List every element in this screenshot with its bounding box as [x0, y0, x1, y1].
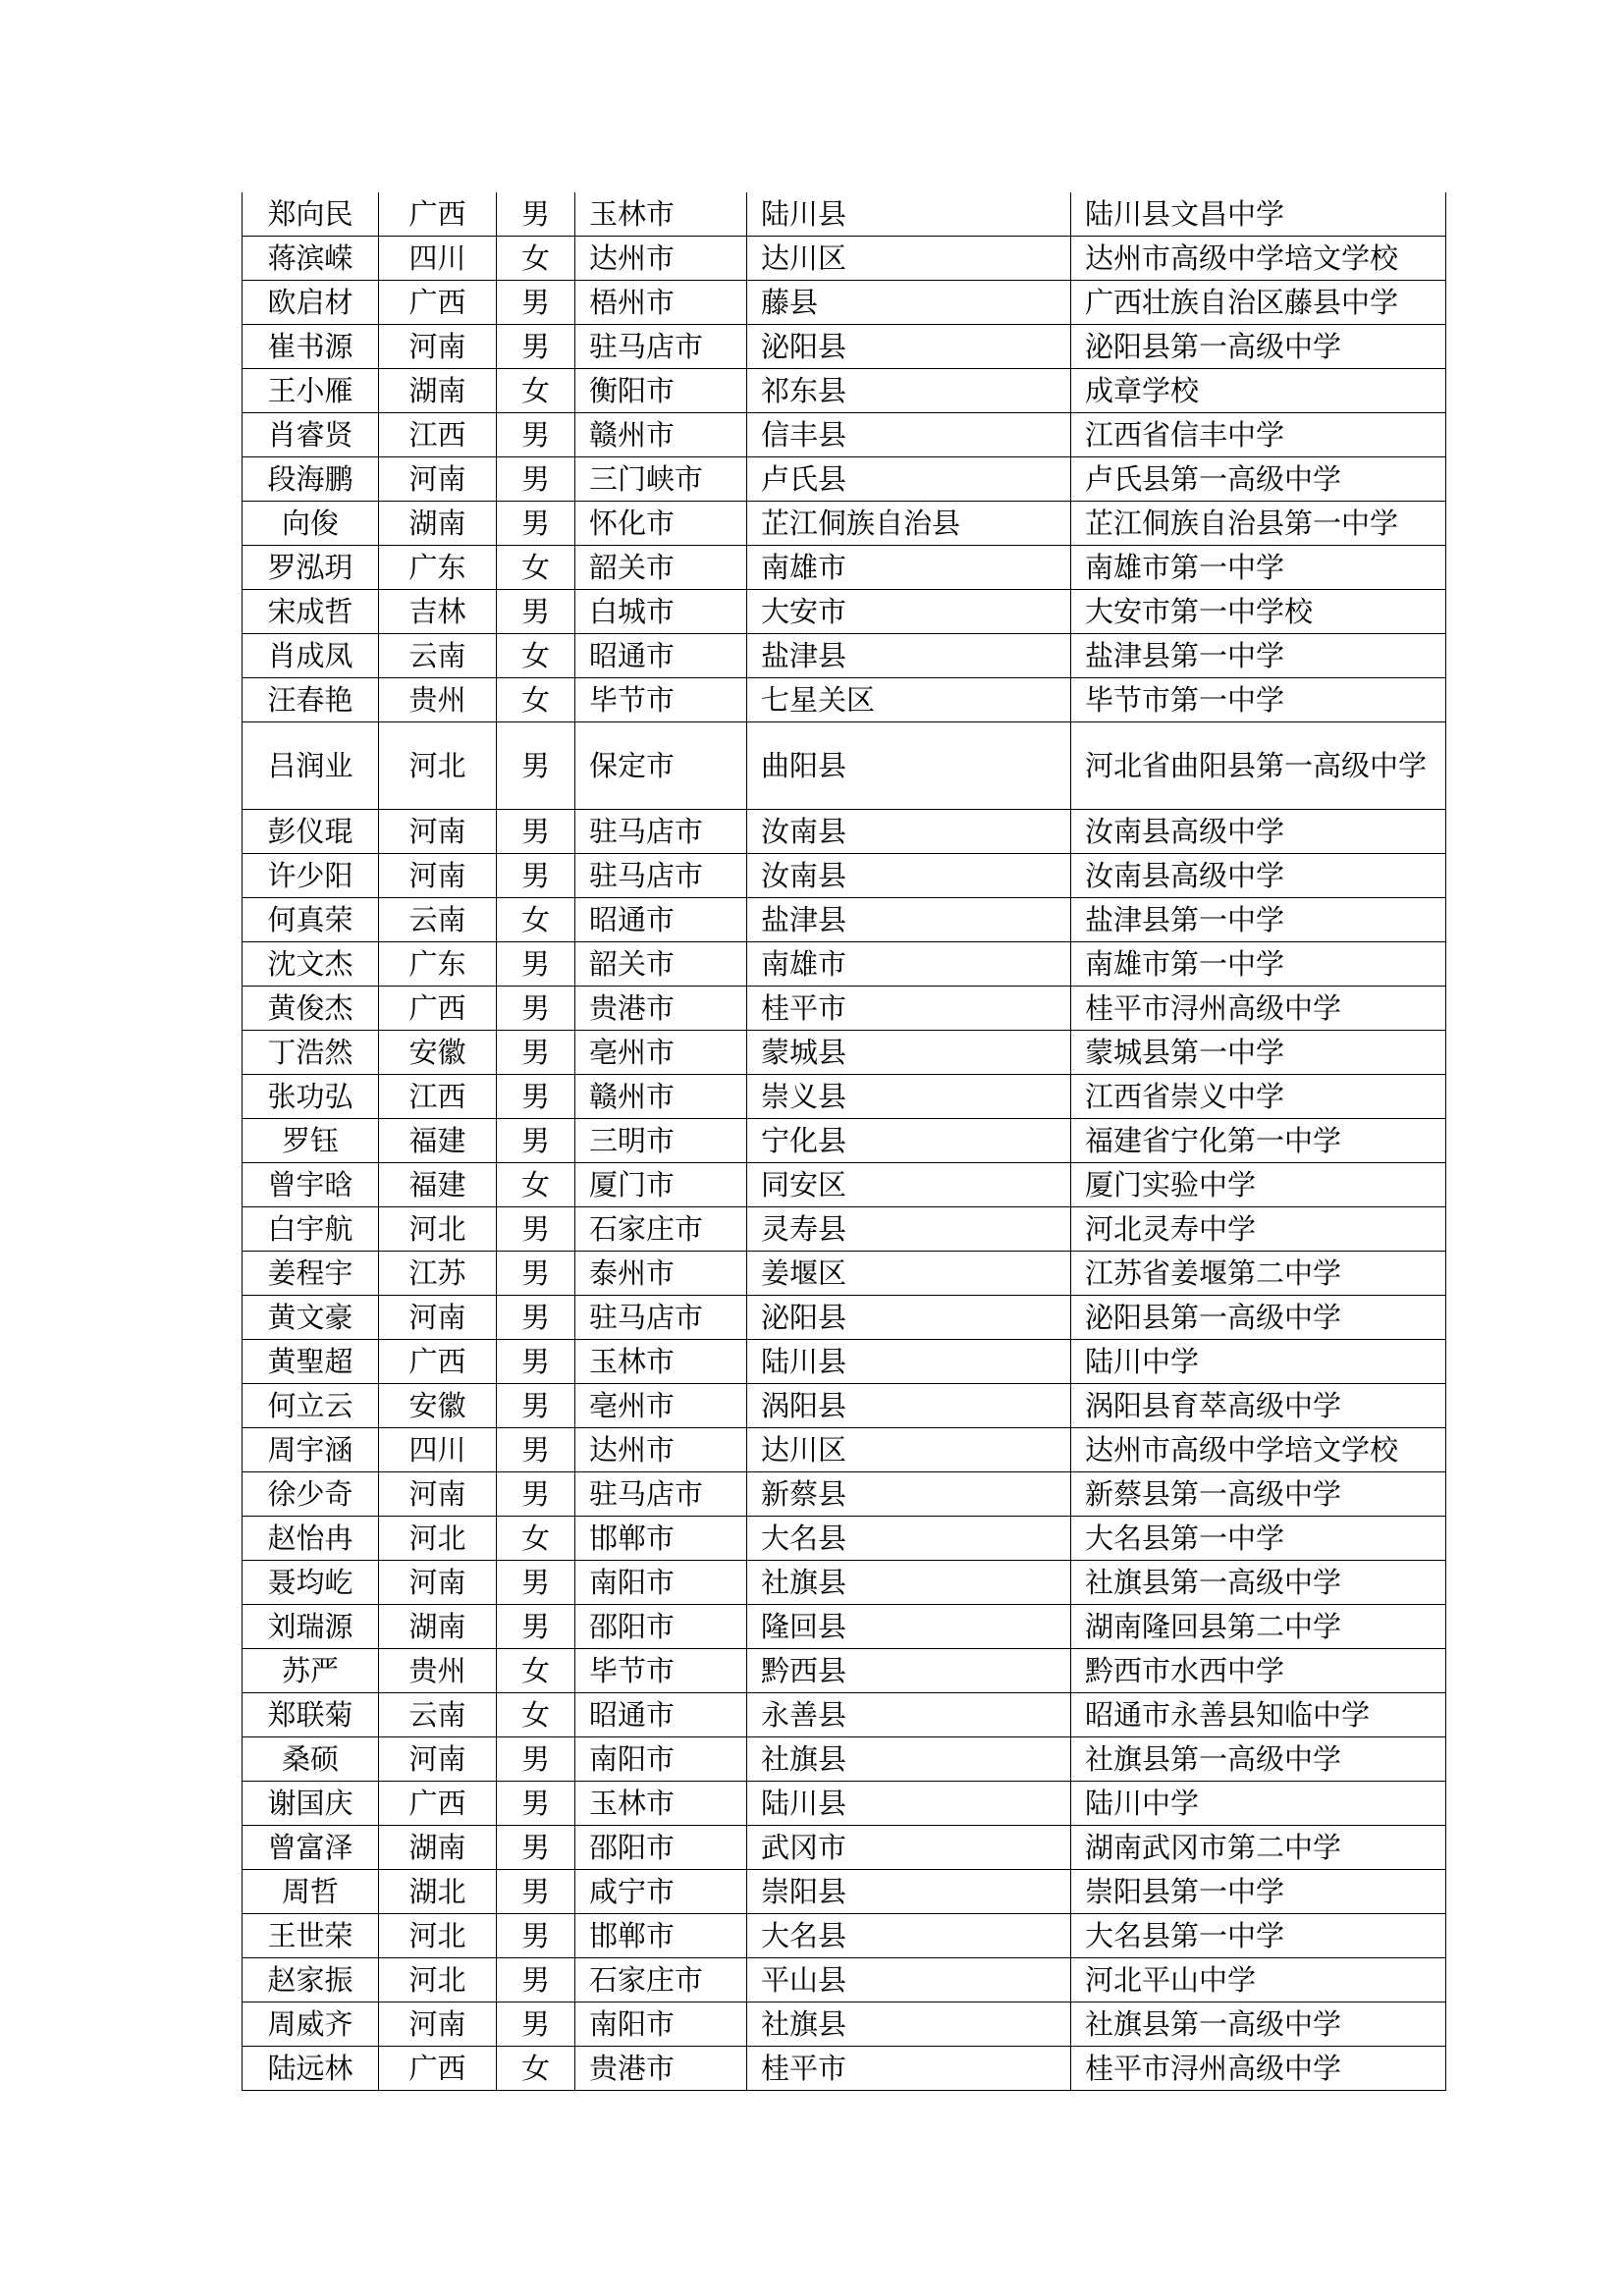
student-name-cell: 罗钰 — [243, 1119, 379, 1163]
school-cell: 卢氏县第一高级中学 — [1071, 457, 1446, 502]
county-cell: 汝南县 — [747, 810, 1071, 854]
gender-cell: 男 — [497, 325, 575, 369]
province-cell: 河北 — [379, 1207, 497, 1252]
city-cell: 达州市 — [575, 237, 747, 281]
student-name-cell: 向俊 — [243, 502, 379, 546]
student-name-cell: 肖成凤 — [243, 634, 379, 678]
city-cell: 梧州市 — [575, 281, 747, 325]
city-cell: 赣州市 — [575, 413, 747, 457]
province-cell: 广西 — [379, 1782, 497, 1826]
table-row — [243, 722, 1446, 810]
province-cell: 贵州 — [379, 678, 497, 722]
province-cell: 河南 — [379, 325, 497, 369]
school-cell: 成章学校 — [1071, 369, 1446, 413]
school-cell: 陆川县文昌中学 — [1071, 192, 1446, 237]
school-cell: 厦门实验中学 — [1071, 1163, 1446, 1207]
gender-cell: 男 — [497, 281, 575, 325]
school-cell: 湖南隆回县第二中学 — [1071, 1605, 1446, 1649]
city-cell: 厦门市 — [575, 1163, 747, 1207]
table-row — [243, 1914, 1446, 1958]
student-name-cell: 黄俊杰 — [243, 987, 379, 1031]
table-row — [243, 2047, 1446, 2091]
school-cell: 湖南武冈市第二中学 — [1071, 1826, 1446, 1870]
gender-cell: 女 — [497, 546, 575, 590]
school-cell: 河北灵寿中学 — [1071, 1207, 1446, 1252]
city-cell: 驻马店市 — [575, 810, 747, 854]
school-cell: 江西省崇义中学 — [1071, 1075, 1446, 1119]
table-row — [243, 1119, 1446, 1163]
student-name-cell: 赵怡冉 — [243, 1517, 379, 1561]
county-cell: 大安市 — [747, 590, 1071, 634]
county-cell: 藤县 — [747, 281, 1071, 325]
student-name-cell: 郑联菊 — [243, 1693, 379, 1737]
table-row — [243, 237, 1446, 281]
school-cell: 南雄市第一中学 — [1071, 942, 1446, 987]
table-row — [243, 546, 1446, 590]
city-cell: 赣州市 — [575, 1075, 747, 1119]
table-row — [243, 590, 1446, 634]
student-name-cell: 聂均屹 — [243, 1561, 379, 1605]
county-cell: 达川区 — [747, 1428, 1071, 1472]
gender-cell: 男 — [497, 1119, 575, 1163]
city-cell: 昭通市 — [575, 634, 747, 678]
county-cell: 蒙城县 — [747, 1031, 1071, 1075]
table-row — [243, 854, 1446, 898]
student-roster-table — [242, 192, 1446, 2091]
province-cell: 湖南 — [379, 369, 497, 413]
gender-cell: 女 — [497, 369, 575, 413]
gender-cell: 女 — [497, 898, 575, 942]
city-cell: 石家庄市 — [575, 1958, 747, 2002]
county-cell: 宁化县 — [747, 1119, 1071, 1163]
table-row — [243, 1296, 1446, 1340]
county-cell: 崇义县 — [747, 1075, 1071, 1119]
province-cell: 河北 — [379, 1914, 497, 1958]
county-cell: 南雄市 — [747, 942, 1071, 987]
school-cell: 河北省曲阳县第一高级中学 — [1071, 722, 1446, 810]
school-cell: 泌阳县第一高级中学 — [1071, 325, 1446, 369]
gender-cell: 男 — [497, 1384, 575, 1428]
province-cell: 云南 — [379, 1693, 497, 1737]
table-row — [243, 457, 1446, 502]
table-row — [243, 1472, 1446, 1517]
student-name-cell: 郑向民 — [243, 192, 379, 237]
school-cell: 陆川中学 — [1071, 1782, 1446, 1826]
gender-cell: 男 — [497, 810, 575, 854]
county-cell: 社旗县 — [747, 1561, 1071, 1605]
city-cell: 韶关市 — [575, 546, 747, 590]
school-cell: 江西省信丰中学 — [1071, 413, 1446, 457]
gender-cell: 男 — [497, 1340, 575, 1384]
county-cell: 姜堰区 — [747, 1252, 1071, 1296]
school-cell: 大安市第一中学校 — [1071, 590, 1446, 634]
school-cell: 桂平市浔州高级中学 — [1071, 2047, 1446, 2091]
school-cell: 社旗县第一高级中学 — [1071, 1737, 1446, 1782]
table-row — [243, 1207, 1446, 1252]
table-row — [243, 281, 1446, 325]
gender-cell: 男 — [497, 1914, 575, 1958]
school-cell: 涡阳县育萃高级中学 — [1071, 1384, 1446, 1428]
gender-cell: 男 — [497, 1605, 575, 1649]
province-cell: 广西 — [379, 2047, 497, 2091]
gender-cell: 女 — [497, 2047, 575, 2091]
province-cell: 河南 — [379, 1561, 497, 1605]
city-cell: 玉林市 — [575, 1782, 747, 1826]
city-cell: 亳州市 — [575, 1384, 747, 1428]
table-row — [243, 2002, 1446, 2047]
county-cell: 黔西县 — [747, 1649, 1071, 1693]
province-cell: 江西 — [379, 1075, 497, 1119]
school-cell: 昭通市永善县知临中学 — [1071, 1693, 1446, 1737]
gender-cell: 男 — [497, 1561, 575, 1605]
city-cell: 南阳市 — [575, 1561, 747, 1605]
table-row — [243, 1958, 1446, 2002]
county-cell: 大名县 — [747, 1914, 1071, 1958]
province-cell: 河北 — [379, 1517, 497, 1561]
city-cell: 三明市 — [575, 1119, 747, 1163]
gender-cell: 男 — [497, 722, 575, 810]
table-row — [243, 1252, 1446, 1296]
table-row — [243, 1782, 1446, 1826]
gender-cell: 男 — [497, 1870, 575, 1914]
county-cell: 涡阳县 — [747, 1384, 1071, 1428]
school-cell: 蒙城县第一中学 — [1071, 1031, 1446, 1075]
city-cell: 保定市 — [575, 722, 747, 810]
table-row — [243, 1517, 1446, 1561]
city-cell: 白城市 — [575, 590, 747, 634]
city-cell: 怀化市 — [575, 502, 747, 546]
table-row — [243, 634, 1446, 678]
student-name-cell: 王小雁 — [243, 369, 379, 413]
county-cell: 信丰县 — [747, 413, 1071, 457]
student-name-cell: 曾宇晗 — [243, 1163, 379, 1207]
table-row — [243, 1075, 1446, 1119]
gender-cell: 男 — [497, 1737, 575, 1782]
gender-cell: 男 — [497, 854, 575, 898]
student-name-cell: 何立云 — [243, 1384, 379, 1428]
province-cell: 河南 — [379, 854, 497, 898]
gender-cell: 男 — [497, 1252, 575, 1296]
province-cell: 四川 — [379, 237, 497, 281]
student-name-cell: 张功弘 — [243, 1075, 379, 1119]
province-cell: 福建 — [379, 1163, 497, 1207]
student-name-cell: 陆远林 — [243, 2047, 379, 2091]
school-cell: 新蔡县第一高级中学 — [1071, 1472, 1446, 1517]
gender-cell: 男 — [497, 413, 575, 457]
table-row — [243, 1428, 1446, 1472]
county-cell: 盐津县 — [747, 898, 1071, 942]
city-cell: 毕节市 — [575, 678, 747, 722]
city-cell: 邵阳市 — [575, 1826, 747, 1870]
gender-cell: 男 — [497, 457, 575, 502]
student-name-cell: 桑硕 — [243, 1737, 379, 1782]
county-cell: 陆川县 — [747, 1782, 1071, 1826]
province-cell: 江苏 — [379, 1252, 497, 1296]
gender-cell: 男 — [497, 1207, 575, 1252]
province-cell: 贵州 — [379, 1649, 497, 1693]
province-cell: 河南 — [379, 2002, 497, 2047]
school-cell: 社旗县第一高级中学 — [1071, 2002, 1446, 2047]
province-cell: 广东 — [379, 942, 497, 987]
gender-cell: 男 — [497, 502, 575, 546]
county-cell: 达川区 — [747, 237, 1071, 281]
province-cell: 广西 — [379, 192, 497, 237]
school-cell: 汝南县高级中学 — [1071, 854, 1446, 898]
student-name-cell: 周威齐 — [243, 2002, 379, 2047]
table-row — [243, 1870, 1446, 1914]
table-row — [243, 1693, 1446, 1737]
province-cell: 河南 — [379, 810, 497, 854]
gender-cell: 女 — [497, 1163, 575, 1207]
student-name-cell: 丁浩然 — [243, 1031, 379, 1075]
table-row — [243, 1031, 1446, 1075]
school-cell: 大名县第一中学 — [1071, 1517, 1446, 1561]
county-cell: 同安区 — [747, 1163, 1071, 1207]
student-name-cell: 沈文杰 — [243, 942, 379, 987]
city-cell: 驻马店市 — [575, 325, 747, 369]
student-name-cell: 姜程宇 — [243, 1252, 379, 1296]
school-cell: 社旗县第一高级中学 — [1071, 1561, 1446, 1605]
student-name-cell: 吕润业 — [243, 722, 379, 810]
student-name-cell: 刘瑞源 — [243, 1605, 379, 1649]
table-row — [243, 325, 1446, 369]
gender-cell: 女 — [497, 634, 575, 678]
table-row — [243, 987, 1446, 1031]
county-cell: 卢氏县 — [747, 457, 1071, 502]
student-name-cell: 肖睿贤 — [243, 413, 379, 457]
table-row — [243, 1826, 1446, 1870]
province-cell: 河南 — [379, 1737, 497, 1782]
city-cell: 泰州市 — [575, 1252, 747, 1296]
student-name-cell: 黄文豪 — [243, 1296, 379, 1340]
county-cell: 社旗县 — [747, 2002, 1071, 2047]
city-cell: 邯郸市 — [575, 1914, 747, 1958]
county-cell: 桂平市 — [747, 987, 1071, 1031]
city-cell: 咸宁市 — [575, 1870, 747, 1914]
county-cell: 曲阳县 — [747, 722, 1071, 810]
student-name-cell: 宋成哲 — [243, 590, 379, 634]
county-cell: 新蔡县 — [747, 1472, 1071, 1517]
city-cell: 邵阳市 — [575, 1605, 747, 1649]
school-cell: 黔西市水西中学 — [1071, 1649, 1446, 1693]
table-row — [243, 810, 1446, 854]
student-name-cell: 谢国庆 — [243, 1782, 379, 1826]
table-row — [243, 413, 1446, 457]
province-cell: 湖北 — [379, 1870, 497, 1914]
province-cell: 湖南 — [379, 1605, 497, 1649]
school-cell: 泌阳县第一高级中学 — [1071, 1296, 1446, 1340]
city-cell: 驻马店市 — [575, 854, 747, 898]
table-row — [243, 1163, 1446, 1207]
school-cell: 陆川中学 — [1071, 1340, 1446, 1384]
student-name-cell: 彭仪琨 — [243, 810, 379, 854]
school-cell: 达州市高级中学培文学校 — [1071, 237, 1446, 281]
gender-cell: 男 — [497, 1472, 575, 1517]
province-cell: 湖南 — [379, 1826, 497, 1870]
county-cell: 桂平市 — [747, 2047, 1071, 2091]
school-cell: 桂平市浔州高级中学 — [1071, 987, 1446, 1031]
school-cell: 芷江侗族自治县第一中学 — [1071, 502, 1446, 546]
school-cell: 汝南县高级中学 — [1071, 810, 1446, 854]
city-cell: 昭通市 — [575, 898, 747, 942]
student-name-cell: 周哲 — [243, 1870, 379, 1914]
province-cell: 广西 — [379, 281, 497, 325]
city-cell: 毕节市 — [575, 1649, 747, 1693]
city-cell: 贵港市 — [575, 2047, 747, 2091]
county-cell: 大名县 — [747, 1517, 1071, 1561]
student-name-cell: 周宇涵 — [243, 1428, 379, 1472]
county-cell: 社旗县 — [747, 1737, 1071, 1782]
student-name-cell: 崔书源 — [243, 325, 379, 369]
student-name-cell: 徐少奇 — [243, 1472, 379, 1517]
student-name-cell: 汪春艳 — [243, 678, 379, 722]
county-cell: 陆川县 — [747, 192, 1071, 237]
table-row — [243, 502, 1446, 546]
school-cell: 崇阳县第一中学 — [1071, 1870, 1446, 1914]
student-name-cell: 许少阳 — [243, 854, 379, 898]
province-cell: 河南 — [379, 1296, 497, 1340]
student-name-cell: 白宇航 — [243, 1207, 379, 1252]
city-cell: 玉林市 — [575, 192, 747, 237]
county-cell: 泌阳县 — [747, 325, 1071, 369]
roster-table-body — [243, 192, 1446, 2091]
county-cell: 七星关区 — [747, 678, 1071, 722]
school-cell: 毕节市第一中学 — [1071, 678, 1446, 722]
county-cell: 芷江侗族自治县 — [747, 502, 1071, 546]
gender-cell: 男 — [497, 987, 575, 1031]
student-name-cell: 罗泓玥 — [243, 546, 379, 590]
city-cell: 达州市 — [575, 1428, 747, 1472]
city-cell: 亳州市 — [575, 1031, 747, 1075]
school-cell: 河北平山中学 — [1071, 1958, 1446, 2002]
gender-cell: 女 — [497, 1517, 575, 1561]
city-cell: 三门峡市 — [575, 457, 747, 502]
county-cell: 永善县 — [747, 1693, 1071, 1737]
province-cell: 广西 — [379, 987, 497, 1031]
table-row — [243, 1340, 1446, 1384]
table-row — [243, 1649, 1446, 1693]
school-cell: 福建省宁化第一中学 — [1071, 1119, 1446, 1163]
gender-cell: 男 — [497, 1826, 575, 1870]
city-cell: 驻马店市 — [575, 1472, 747, 1517]
city-cell: 玉林市 — [575, 1340, 747, 1384]
student-name-cell: 段海鹏 — [243, 457, 379, 502]
school-cell: 盐津县第一中学 — [1071, 634, 1446, 678]
province-cell: 福建 — [379, 1119, 497, 1163]
gender-cell: 男 — [497, 1782, 575, 1826]
school-cell: 盐津县第一中学 — [1071, 898, 1446, 942]
gender-cell: 女 — [497, 237, 575, 281]
province-cell: 河北 — [379, 722, 497, 810]
school-cell: 大名县第一中学 — [1071, 1914, 1446, 1958]
school-cell: 江苏省姜堰第二中学 — [1071, 1252, 1446, 1296]
student-name-cell: 何真荣 — [243, 898, 379, 942]
county-cell: 灵寿县 — [747, 1207, 1071, 1252]
table-row — [243, 1737, 1446, 1782]
county-cell: 陆川县 — [747, 1340, 1071, 1384]
gender-cell: 男 — [497, 1075, 575, 1119]
city-cell: 邯郸市 — [575, 1517, 747, 1561]
table-row — [243, 1561, 1446, 1605]
gender-cell: 男 — [497, 942, 575, 987]
table-row — [243, 898, 1446, 942]
county-cell: 祁东县 — [747, 369, 1071, 413]
county-cell: 平山县 — [747, 1958, 1071, 2002]
province-cell: 吉林 — [379, 590, 497, 634]
county-cell: 隆回县 — [747, 1605, 1071, 1649]
gender-cell: 女 — [497, 1693, 575, 1737]
student-name-cell: 曾富泽 — [243, 1826, 379, 1870]
school-cell: 达州市高级中学培文学校 — [1071, 1428, 1446, 1472]
province-cell: 河北 — [379, 1958, 497, 2002]
province-cell: 江西 — [379, 413, 497, 457]
school-cell: 南雄市第一中学 — [1071, 546, 1446, 590]
student-name-cell: 苏严 — [243, 1649, 379, 1693]
gender-cell: 女 — [497, 678, 575, 722]
table-row — [243, 192, 1446, 237]
gender-cell: 男 — [497, 1428, 575, 1472]
county-cell: 南雄市 — [747, 546, 1071, 590]
table-row — [243, 1605, 1446, 1649]
gender-cell: 男 — [497, 1958, 575, 2002]
student-name-cell: 黄聖超 — [243, 1340, 379, 1384]
student-name-cell: 赵家振 — [243, 1958, 379, 2002]
province-cell: 河南 — [379, 457, 497, 502]
city-cell: 南阳市 — [575, 1737, 747, 1782]
county-cell: 武冈市 — [747, 1826, 1071, 1870]
province-cell: 湖南 — [379, 502, 497, 546]
gender-cell: 男 — [497, 2002, 575, 2047]
city-cell: 石家庄市 — [575, 1207, 747, 1252]
gender-cell: 男 — [497, 590, 575, 634]
table-row — [243, 678, 1446, 722]
table-row — [243, 1384, 1446, 1428]
county-cell: 盐津县 — [747, 634, 1071, 678]
gender-cell: 男 — [497, 1031, 575, 1075]
city-cell: 衡阳市 — [575, 369, 747, 413]
city-cell: 昭通市 — [575, 1693, 747, 1737]
province-cell: 安徽 — [379, 1031, 497, 1075]
province-cell: 云南 — [379, 898, 497, 942]
county-cell: 崇阳县 — [747, 1870, 1071, 1914]
city-cell: 韶关市 — [575, 942, 747, 987]
province-cell: 河南 — [379, 1472, 497, 1517]
province-cell: 四川 — [379, 1428, 497, 1472]
gender-cell: 男 — [497, 192, 575, 237]
table-row — [243, 369, 1446, 413]
gender-cell: 男 — [497, 1296, 575, 1340]
city-cell: 驻马店市 — [575, 1296, 747, 1340]
school-cell: 广西壮族自治区藤县中学 — [1071, 281, 1446, 325]
gender-cell: 女 — [497, 1649, 575, 1693]
county-cell: 汝南县 — [747, 854, 1071, 898]
province-cell: 广东 — [379, 546, 497, 590]
student-name-cell: 王世荣 — [243, 1914, 379, 1958]
student-name-cell: 欧启材 — [243, 281, 379, 325]
province-cell: 云南 — [379, 634, 497, 678]
county-cell: 泌阳县 — [747, 1296, 1071, 1340]
city-cell: 贵港市 — [575, 987, 747, 1031]
province-cell: 广西 — [379, 1340, 497, 1384]
city-cell: 南阳市 — [575, 2002, 747, 2047]
table-row — [243, 942, 1446, 987]
student-name-cell: 蒋滨嵘 — [243, 237, 379, 281]
province-cell: 安徽 — [379, 1384, 497, 1428]
